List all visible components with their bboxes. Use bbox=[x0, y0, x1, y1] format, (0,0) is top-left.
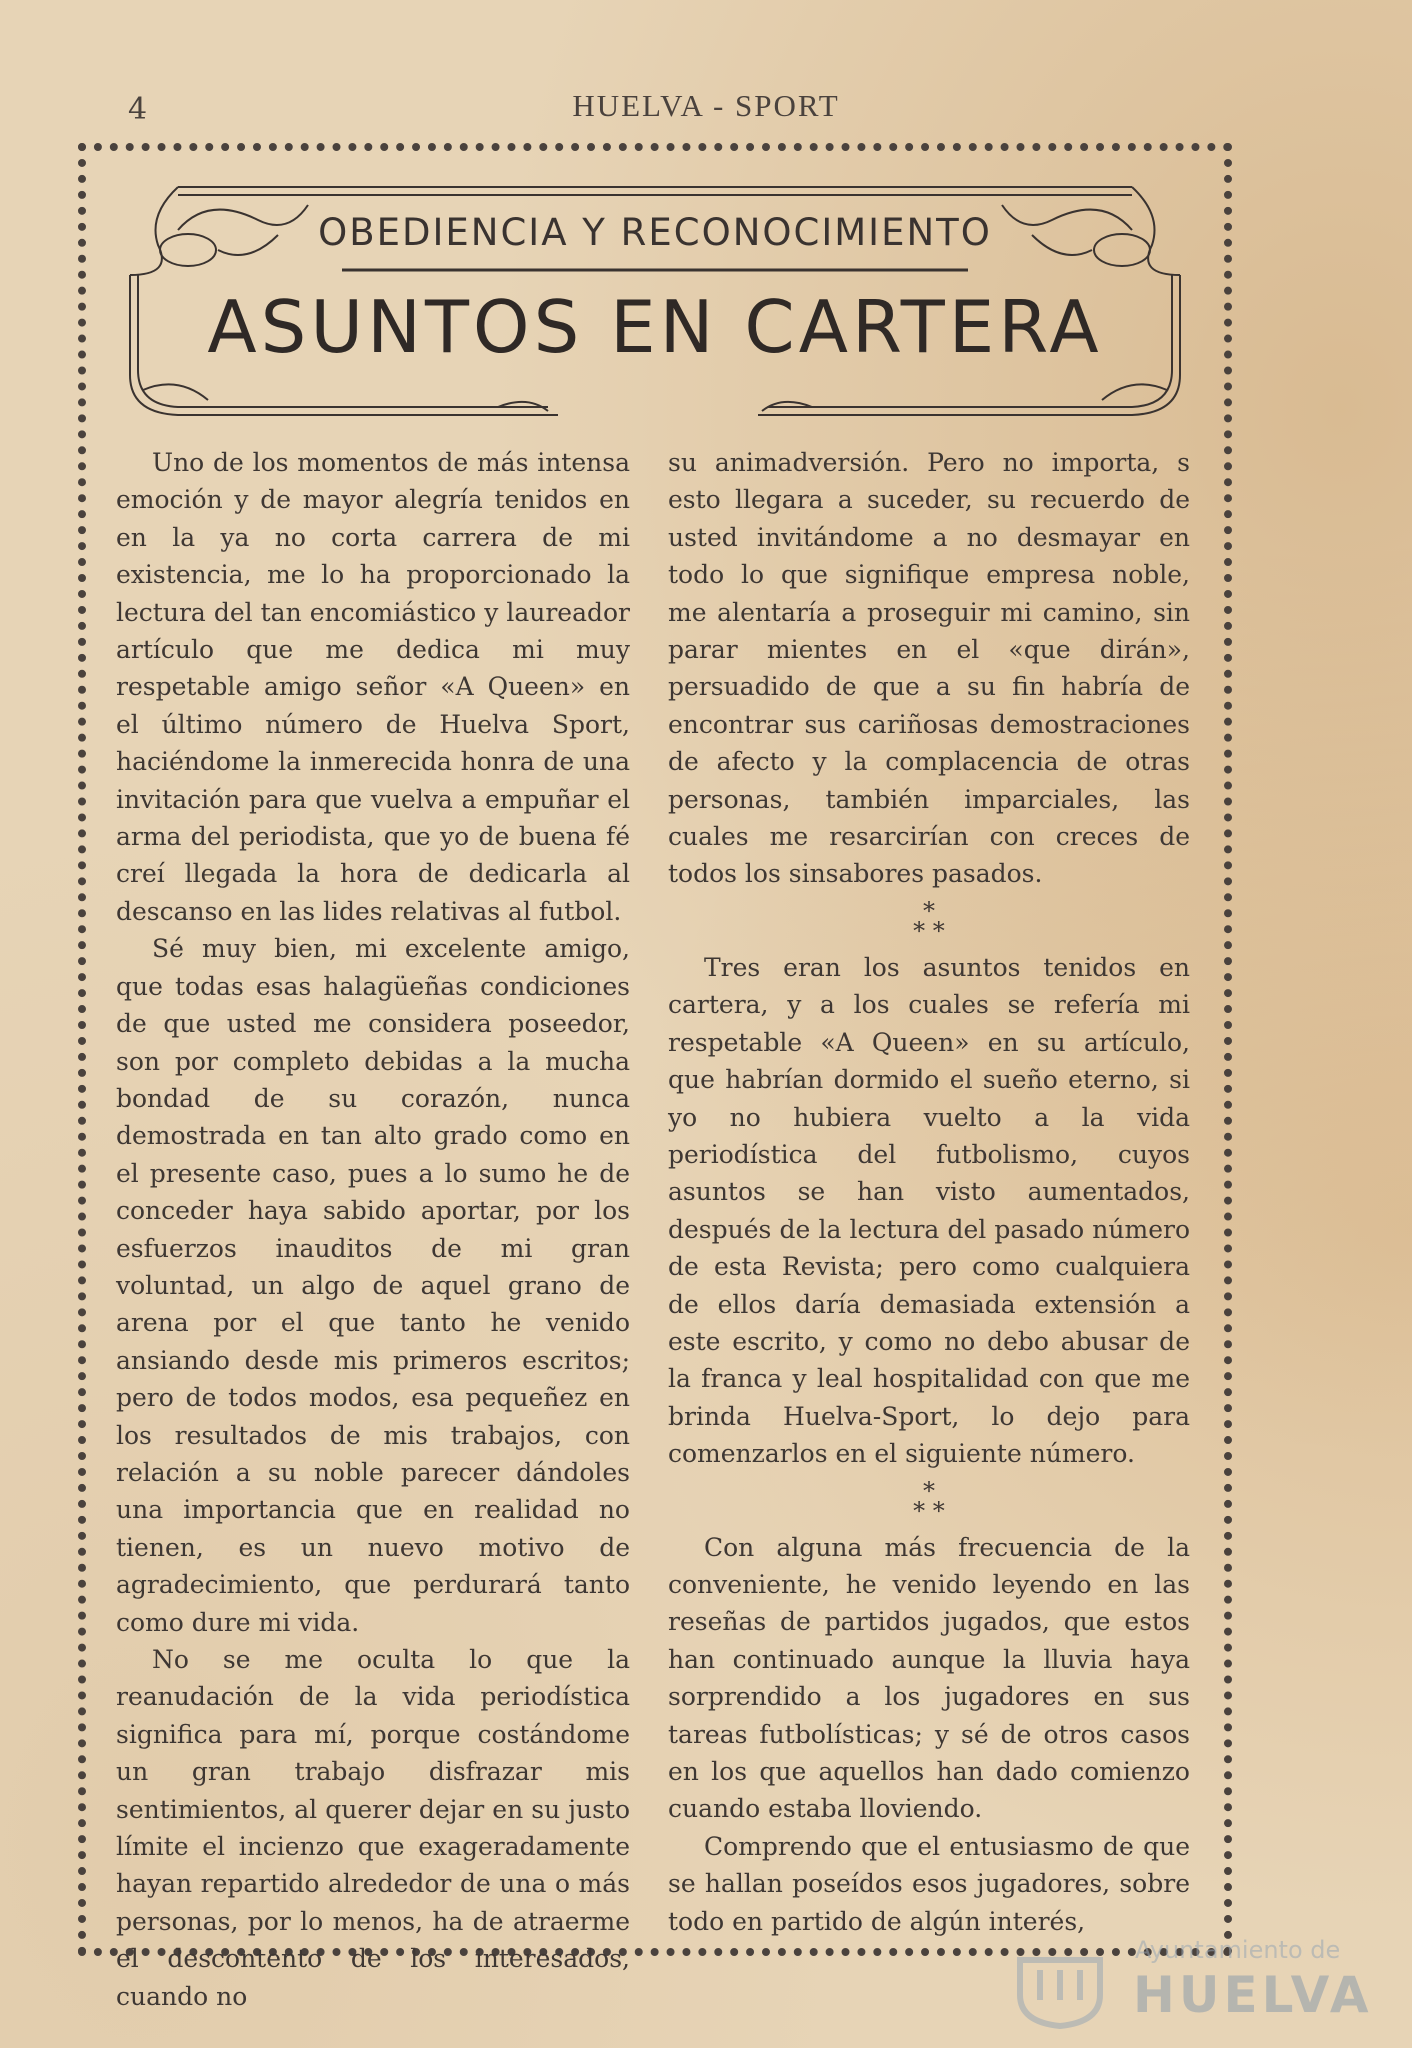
paragraph: Uno de los momentos de más intensa emoción y de mayor alegría tenidos en en la ya no corta carrera de mi existencia, me lo ha proporcionado la lectura del tan encomiástico y laureador artículo que me dedica mi muy respetable amigo señor «A Queen» en el último número de Huelva Sport, haciéndome la inmerecida honra de una invitación para que vuelva a empuñar el arma del periodista, que yo de buena fé creí llegada la hora de dedicarla al descanso en las lides relativas al futbol. bbox=[116, 448, 630, 926]
asterism-separator: * * * bbox=[913, 1476, 945, 1525]
article-subtitle: OBEDIENCIA Y RECONOCIMIENTO bbox=[318, 211, 992, 254]
article-title: ASUNTOS EN CARTERA bbox=[207, 285, 1103, 369]
paragraph: Comprendo que el entusiasmo de que se hallan poseídos esos jugadores, sobre todo en partido de algún interés, bbox=[668, 1831, 1190, 1936]
paragraph: No se me oculta lo que la reanudación de la vida periodística significa para mí, porque costándome un gran trabajo disfrazar mis sentimientos, al querer dejar en su justo límite el incienzo que exageradamente hayan repartido alrededor de una o más personas, por lo menos, ha de atraerme el descontento de los interesados, cuando no bbox=[116, 1645, 630, 2011]
asterism-separator: * * * bbox=[913, 896, 945, 945]
watermark-small-text: Ayuntamiento de bbox=[1135, 1936, 1341, 1964]
paragraph: Sé muy bien, mi excelente amigo, que todas esas halagüeñas condiciones de que usted me considera poseedor, son por completo debidas a la mucha bondad de su corazón, nunca demostrada en tan alto grado como en el presente caso, pues a lo sumo he de conceder haya sabido aportar, por los esfuerzos inauditos de mi gran voluntad, un algo de aquel grano de arena por el que tanto he venido ansiando desde mis primeros escritos; pero de todos modos, esa pequeñez en los resultados de mis trabajos, con relación a su noble parecer dándoles una importancia que en realidad no tienen, es un nuevo motivo de agradecimiento, que perdurará tanto como dure mi vida. bbox=[116, 934, 630, 1637]
paragraph: Con alguna más frecuencia de la conveniente, he venido leyendo en las reseñas de partidos jugados, que estos han continuado aunque la lluvia haya sorprendido a los jugadores en sus tareas futbolísticas; y sé de otros casos en los que aquellos han dado comienzo cuando estaba lloviendo. bbox=[668, 1532, 1190, 1824]
city-seal-icon bbox=[1005, 1940, 1115, 2030]
paragraph: Tres eran los asuntos tenidos en cartera, y a los cuales se refería mi respetable «A Queen» en su artículo, que habrían dormido el sueño eterno, si yo no hubiera vuelto a la vida periodística del futbolismo, cuyos asuntos se han visto aumentados, después de la lectura del pasado número de esta Revista; pero como cualquiera de ellos daría demasiada extensión a este escrito, y como no debo abusar de la franca y leal hospitalidad con que me brinda Huelva-Sport, lo dejo para comenzarlos en el siguiente número. bbox=[668, 952, 1190, 1469]
paragraph: su animadversión. Pero no importa, s esto llegara a suceder, su recuerdo de usted invitándome a no desmayar en todo lo que signifique empresa noble, me alentaría a proseguir mi camino, sin parar mientes en el «que dirán», persuadido de que a su fin habría de encontrar sus cariñosas demostraciones de afecto y la complacencia de otras personas, también imparciales, las cuales me resarcirían con creces de todos los sinsabores pasados. bbox=[668, 448, 1190, 889]
page-number: 4 bbox=[128, 92, 148, 127]
watermark-logo bbox=[1005, 1930, 1373, 2030]
watermark-big-text: HUELVA bbox=[1133, 1966, 1373, 2024]
title-cartouche bbox=[118, 175, 1192, 425]
right-column bbox=[668, 444, 1190, 1940]
left-column bbox=[116, 444, 630, 2015]
running-head: HUELVA - SPORT bbox=[572, 88, 840, 123]
